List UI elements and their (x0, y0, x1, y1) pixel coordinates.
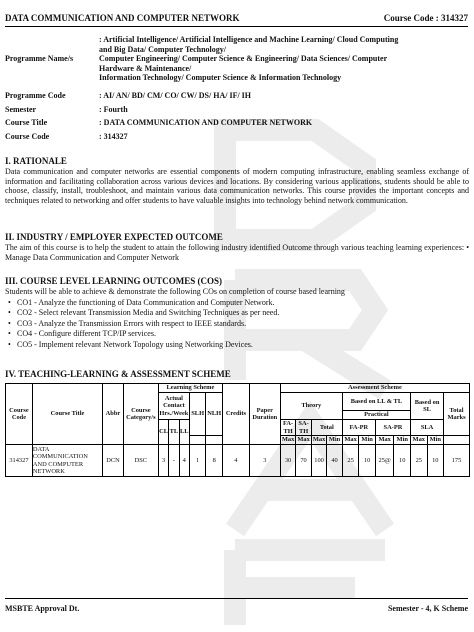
co-item: • CO4 - Configure different TCP/IP services. (17, 329, 469, 340)
scheme-section (5, 369, 469, 380)
th-max: Max (375, 436, 394, 445)
th-total-marks-spacer (444, 436, 470, 445)
th-sa-pr: SA-PR (375, 420, 410, 436)
cell-code: 314327 (6, 445, 33, 477)
th-nlh: NLH (206, 393, 223, 436)
header-title: DATA COMMUNICATION AND COMPUTER NETWORK (5, 13, 240, 23)
th-learning-scheme: Learning Scheme (158, 384, 222, 393)
footer-approval: MSBTE Approval Dt. (5, 604, 80, 613)
semester-value: : Fourth (99, 104, 128, 114)
th-category: Course Category/s (123, 384, 158, 445)
cell-cl: 3 (158, 445, 168, 477)
th-actual-contact: Actual Contact Hrs./Week (158, 393, 189, 420)
th-min: Min (327, 436, 343, 445)
page-footer (5, 598, 468, 621)
course-info (5, 29, 467, 143)
th-ll: LL (179, 420, 189, 445)
semester-label: Semester (5, 104, 37, 114)
cell-paper-duration: 3 (249, 445, 280, 477)
th-min: Min (394, 436, 411, 445)
cell-th-total-min: 40 (327, 445, 343, 477)
cell-ll: 4 (179, 445, 189, 477)
th-max: Max (342, 436, 359, 445)
th-theory: Theory (280, 393, 342, 420)
cell-th-total-max: 100 (311, 445, 327, 477)
course-code-row (5, 130, 467, 144)
cell-sa-th-max: 70 (296, 445, 312, 477)
teaching-scheme-table (5, 383, 470, 477)
th-fa-pr: FA-PR (342, 420, 375, 436)
programme-code-row (5, 89, 467, 103)
course-title-label: Course Title (5, 118, 48, 127)
page-header (5, 13, 468, 27)
programme-code-label: Programme Code (5, 91, 66, 100)
cell-sa-pr-min: 10 (394, 445, 411, 477)
th-sa-th: SA-TH (296, 420, 312, 436)
programme-line: Information Technology/ Computer Science & Information Technology (99, 73, 342, 83)
th-max: Max (312, 436, 326, 444)
course-code-label: Course Code (5, 131, 50, 141)
th-practical: Practical (342, 411, 410, 420)
th-total-marks: Total Marks (444, 393, 470, 436)
th-based-on-sl: Based on SL (411, 393, 444, 420)
programme-names (99, 35, 467, 83)
th-total: Total (311, 420, 342, 436)
th-max: Max (297, 436, 310, 444)
cell-credits: 4 (222, 445, 249, 477)
cell-fa-pr-min: 10 (359, 445, 376, 477)
th-abbr: Abbr (103, 384, 124, 445)
table-row (6, 445, 470, 477)
cell-category: DSC (123, 445, 158, 477)
course-title-value: : DATA COMMUNICATION AND COMPUTER NETWORK (99, 118, 313, 127)
header-course-code: Course Code : 314327 (383, 13, 468, 23)
programme-line: Computer Engineering/ Computer Science & Engineering/ Data Sciences/ Computer (99, 54, 388, 64)
th-max: Max (281, 436, 295, 444)
th-min: Min (427, 436, 444, 445)
th-tl: TL (169, 420, 179, 445)
th-max: Max (411, 436, 428, 445)
course-title-row (5, 116, 467, 130)
cell-sla-min: 10 (427, 445, 444, 477)
th-credits: Credits (222, 384, 249, 445)
th-sla: SLA (411, 420, 444, 436)
th-cl: CL (158, 420, 168, 445)
cos-list (5, 298, 469, 351)
rationale-text: Data communication and computer networks are essential components of modern computing infrastructure, enabling seamless exchange of information and facilitating collaboration across various devices and locations. By considering various applications, students should be able to choose, classify, install, troubleshoot, and maintain various data communication networks. This course provides the important concepts and techniques related to networking and offer students to have valuable insights into technology behind network communication. (5, 167, 469, 205)
th-slh: SLH (189, 393, 206, 436)
footer-semester: Semester - 4, K Scheme (387, 604, 468, 613)
co-item: • CO2 - Select relevant Transmission Media and Switching Techniques as per need. (17, 308, 469, 319)
th-nlh-spacer (206, 436, 223, 445)
programme-line: Hardware & Maintenance/ (99, 63, 192, 73)
cell-fa-pr-max: 25 (342, 445, 359, 477)
cell-sa-pr-max: 25@ (375, 445, 394, 477)
programme-row (5, 29, 467, 89)
th-course-title: Course Title (32, 384, 102, 445)
cell-tl: - (169, 445, 179, 477)
th-paper-duration: Paper Duration (249, 384, 280, 445)
co-item: • CO5 - Implement relevant Network Topology using Networking Devices. (17, 340, 469, 351)
co-item: • CO3 - Analyze the Transmission Errors with respect to IEEE standards. (17, 319, 469, 330)
cell-sla-max: 25 (411, 445, 428, 477)
cell-total-marks: 175 (444, 445, 470, 477)
cell-slh: 1 (189, 445, 206, 477)
industry-section (5, 232, 469, 262)
industry-heading: II. INDUSTRY / EMPLOYER EXPECTED OUTCOME (5, 232, 223, 242)
th-based-on-ll-tl: Based on LL & TL (342, 393, 410, 411)
rationale-section (5, 156, 469, 205)
rationale-heading: I. RATIONALE (5, 156, 67, 166)
th-course-code: Course Code (6, 384, 33, 445)
th-min: Min (359, 436, 376, 445)
programme-code-value: : AI/ AN/ BD/ CM/ CO/ CW/ DS/ HA/ IF/ IH (99, 91, 252, 100)
th-assessment-scheme: Assessment Scheme (280, 384, 469, 393)
scheme-heading: IV. TEACHING-LEARNING & ASSESSMENT SCHEME (5, 369, 231, 379)
semester-row (5, 103, 467, 117)
programme-line: : Artificial Intelligence/ Artificial Intelligence and Machine Learning/ Cloud Computing (99, 35, 399, 45)
cell-fa-th-max: 30 (280, 445, 296, 477)
th-fa-th: FA-TH (280, 420, 296, 436)
cos-intro: Students will be able to achieve & demonstrate the following COs on completion of course based learning (5, 287, 345, 296)
course-code-value: : 314327 (99, 131, 128, 141)
cell-title: DATA COMMUNICATION AND COMPUTER NETWORK (32, 445, 102, 477)
programme-line: and Big Data/ Computer Technology/ (99, 44, 226, 54)
cell-nlh: 8 (206, 445, 223, 477)
cos-section (5, 276, 469, 351)
th-slh-spacer (189, 436, 206, 445)
co-item: • CO1 - Analyze the functioning of Data Communication and Computer Network. (17, 298, 469, 309)
programme-label: Programme Name/s (5, 54, 74, 64)
cos-heading: III. COURSE LEVEL LEARNING OUTCOMES (COS) (5, 276, 223, 286)
industry-text: The aim of this course is to help the student to attain the following industry identified Outcome through various teaching learning experiences: • Manage Data Communication and Computer Network (5, 243, 469, 262)
cell-abbr: DCN (103, 445, 124, 477)
